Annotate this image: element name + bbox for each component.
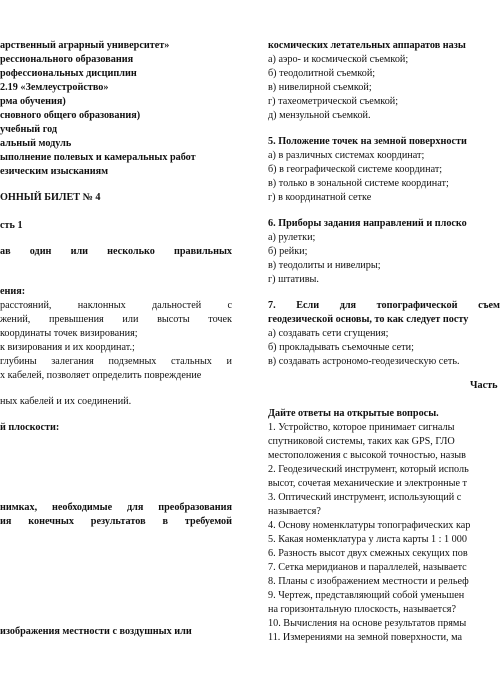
open-line-2: спутниковой системы, таких как GPS, ГЛО: [268, 436, 455, 447]
q7-option-c: в) создавать астрономо-геодезическую сеть.: [268, 356, 460, 367]
q7-line-1: 7. Если для топографической съем: [268, 300, 500, 311]
open-line-13: 9. Чертеж, представляющий собой уменьшен: [268, 590, 465, 601]
q4-option-c: в) нивелирной съемкой;: [268, 82, 372, 93]
q5-text: 5. Положение точек на земной поверхности: [268, 136, 467, 147]
q5-option-c: в) только в зональной системе координат;: [268, 178, 449, 189]
part-1-heading: сть 1: [0, 220, 23, 231]
q1-line-3: координаты точек визирования;: [0, 328, 138, 339]
q6-option-a: а) рулетки;: [268, 232, 316, 243]
q7-option-a: а) создавать сети сгущения;: [268, 328, 389, 339]
q2-fragment: й плоскости:: [0, 422, 60, 433]
q6-option-c: в) теодолиты и нивелиры;: [268, 260, 381, 271]
right-column: [268, 0, 500, 700]
q7-option-b: б) прокладывать съемочные сети;: [268, 342, 414, 353]
open-line-4: 2. Геодезический инструмент, который исполь: [268, 464, 469, 475]
header-line-4: 2.19 «Землеустройство»: [0, 82, 109, 93]
open-line-6: 3. Оптический инструмент, использующий с: [268, 492, 462, 503]
q1-line-1: расстояний, наклонных дальностей с: [0, 300, 232, 311]
header-line-8: альный модуль: [0, 138, 72, 149]
q3-line-1: нимках, необходимые для преобразования: [0, 502, 232, 513]
q4-fragment: изображения местности с воздушных или: [0, 626, 192, 637]
header-line-10: езическим изысканиям: [0, 166, 109, 177]
open-line-11: 7. Сетка меридианов и параллелей, называетс: [268, 562, 467, 573]
q4-option-b: б) теодолитной съемкой;: [268, 68, 376, 79]
header-line-1: арственный аграрный университет»: [0, 40, 170, 51]
open-questions-title: Дайте ответы на открытые вопросы.: [268, 408, 439, 419]
open-line-9: 5. Какая номенклатура у листа карты 1 : 1 000: [268, 534, 467, 545]
open-line-1: 1. Устройство, которое принимает сигналы: [268, 422, 455, 433]
header-line-3: рофессиональных дисциплин: [0, 68, 137, 79]
q1-line-5: глубины залегания подземных стальных и: [0, 356, 232, 367]
open-line-14: на горизонтальную плоскость, называется?: [268, 604, 456, 615]
open-line-3: местоположения с высокой точностью, назыв: [268, 450, 466, 461]
q4-continuation: космических летательных аппаратов назы: [268, 40, 466, 51]
header-line-6: сновного общего образования): [0, 110, 141, 121]
q1-line-2: жений, превышения или высоты точек: [0, 314, 232, 325]
open-line-5: высот, сочетая механические и электронные т: [268, 478, 467, 489]
header-line-7: учебный год: [0, 124, 58, 135]
open-line-7: называется?: [268, 506, 321, 517]
q5-option-a: а) в различных системах координат;: [268, 150, 425, 161]
q6-option-b: б) рейки;: [268, 246, 308, 257]
open-line-12: 8. Планы с изображением местности и рельеф: [268, 576, 469, 587]
q6-text: 6. Приборы задания направлений и плоско: [268, 218, 467, 229]
open-line-10: 6. Разность высот двух смежных секущих пов: [268, 548, 468, 559]
open-line-16: 11. Измерениями на земной поверхности, ма: [268, 632, 463, 643]
header-line-2: рессионального образования: [0, 54, 134, 65]
header-line-9: ыполнение полевых и камеральных работ: [0, 152, 196, 163]
q5-option-d: г) в координатной сетке: [268, 192, 372, 203]
q1-line-7: ных кабелей и их соединений.: [0, 396, 132, 407]
q6-option-d: г) штативы.: [268, 274, 319, 285]
q4-option-e: д) мензульной съемкой.: [268, 110, 371, 121]
tasks-label: ения:: [0, 286, 26, 297]
q7-line-2: геодезической основы, то как следует посту: [268, 314, 469, 325]
q3-line-2: ия конечных результатов в требуемой: [0, 516, 232, 527]
q1-line-6: х кабелей, позволяет определить повреждение: [0, 370, 202, 381]
open-line-8: 4. Основу номенклатуры топографических кар: [268, 520, 471, 531]
part-2-heading: Часть: [470, 380, 498, 391]
q1-line-4: к визирования и их координат.;: [0, 342, 135, 353]
left-column: [0, 0, 246, 700]
q5-option-b: б) в географической системе координат;: [268, 164, 443, 175]
q4-option-a: а) аэро- и космической съемкой;: [268, 54, 409, 65]
ticket-title: ОННЫЙ БИЛЕТ № 4: [0, 192, 101, 203]
open-line-15: 10. Вычисления на основе результатов прямы: [268, 618, 467, 629]
instruction-line: ав один или несколько правильных: [0, 246, 232, 257]
header-line-5: рма обучения): [0, 96, 66, 107]
q4-option-d: г) тахеометрической съемкой;: [268, 96, 399, 107]
